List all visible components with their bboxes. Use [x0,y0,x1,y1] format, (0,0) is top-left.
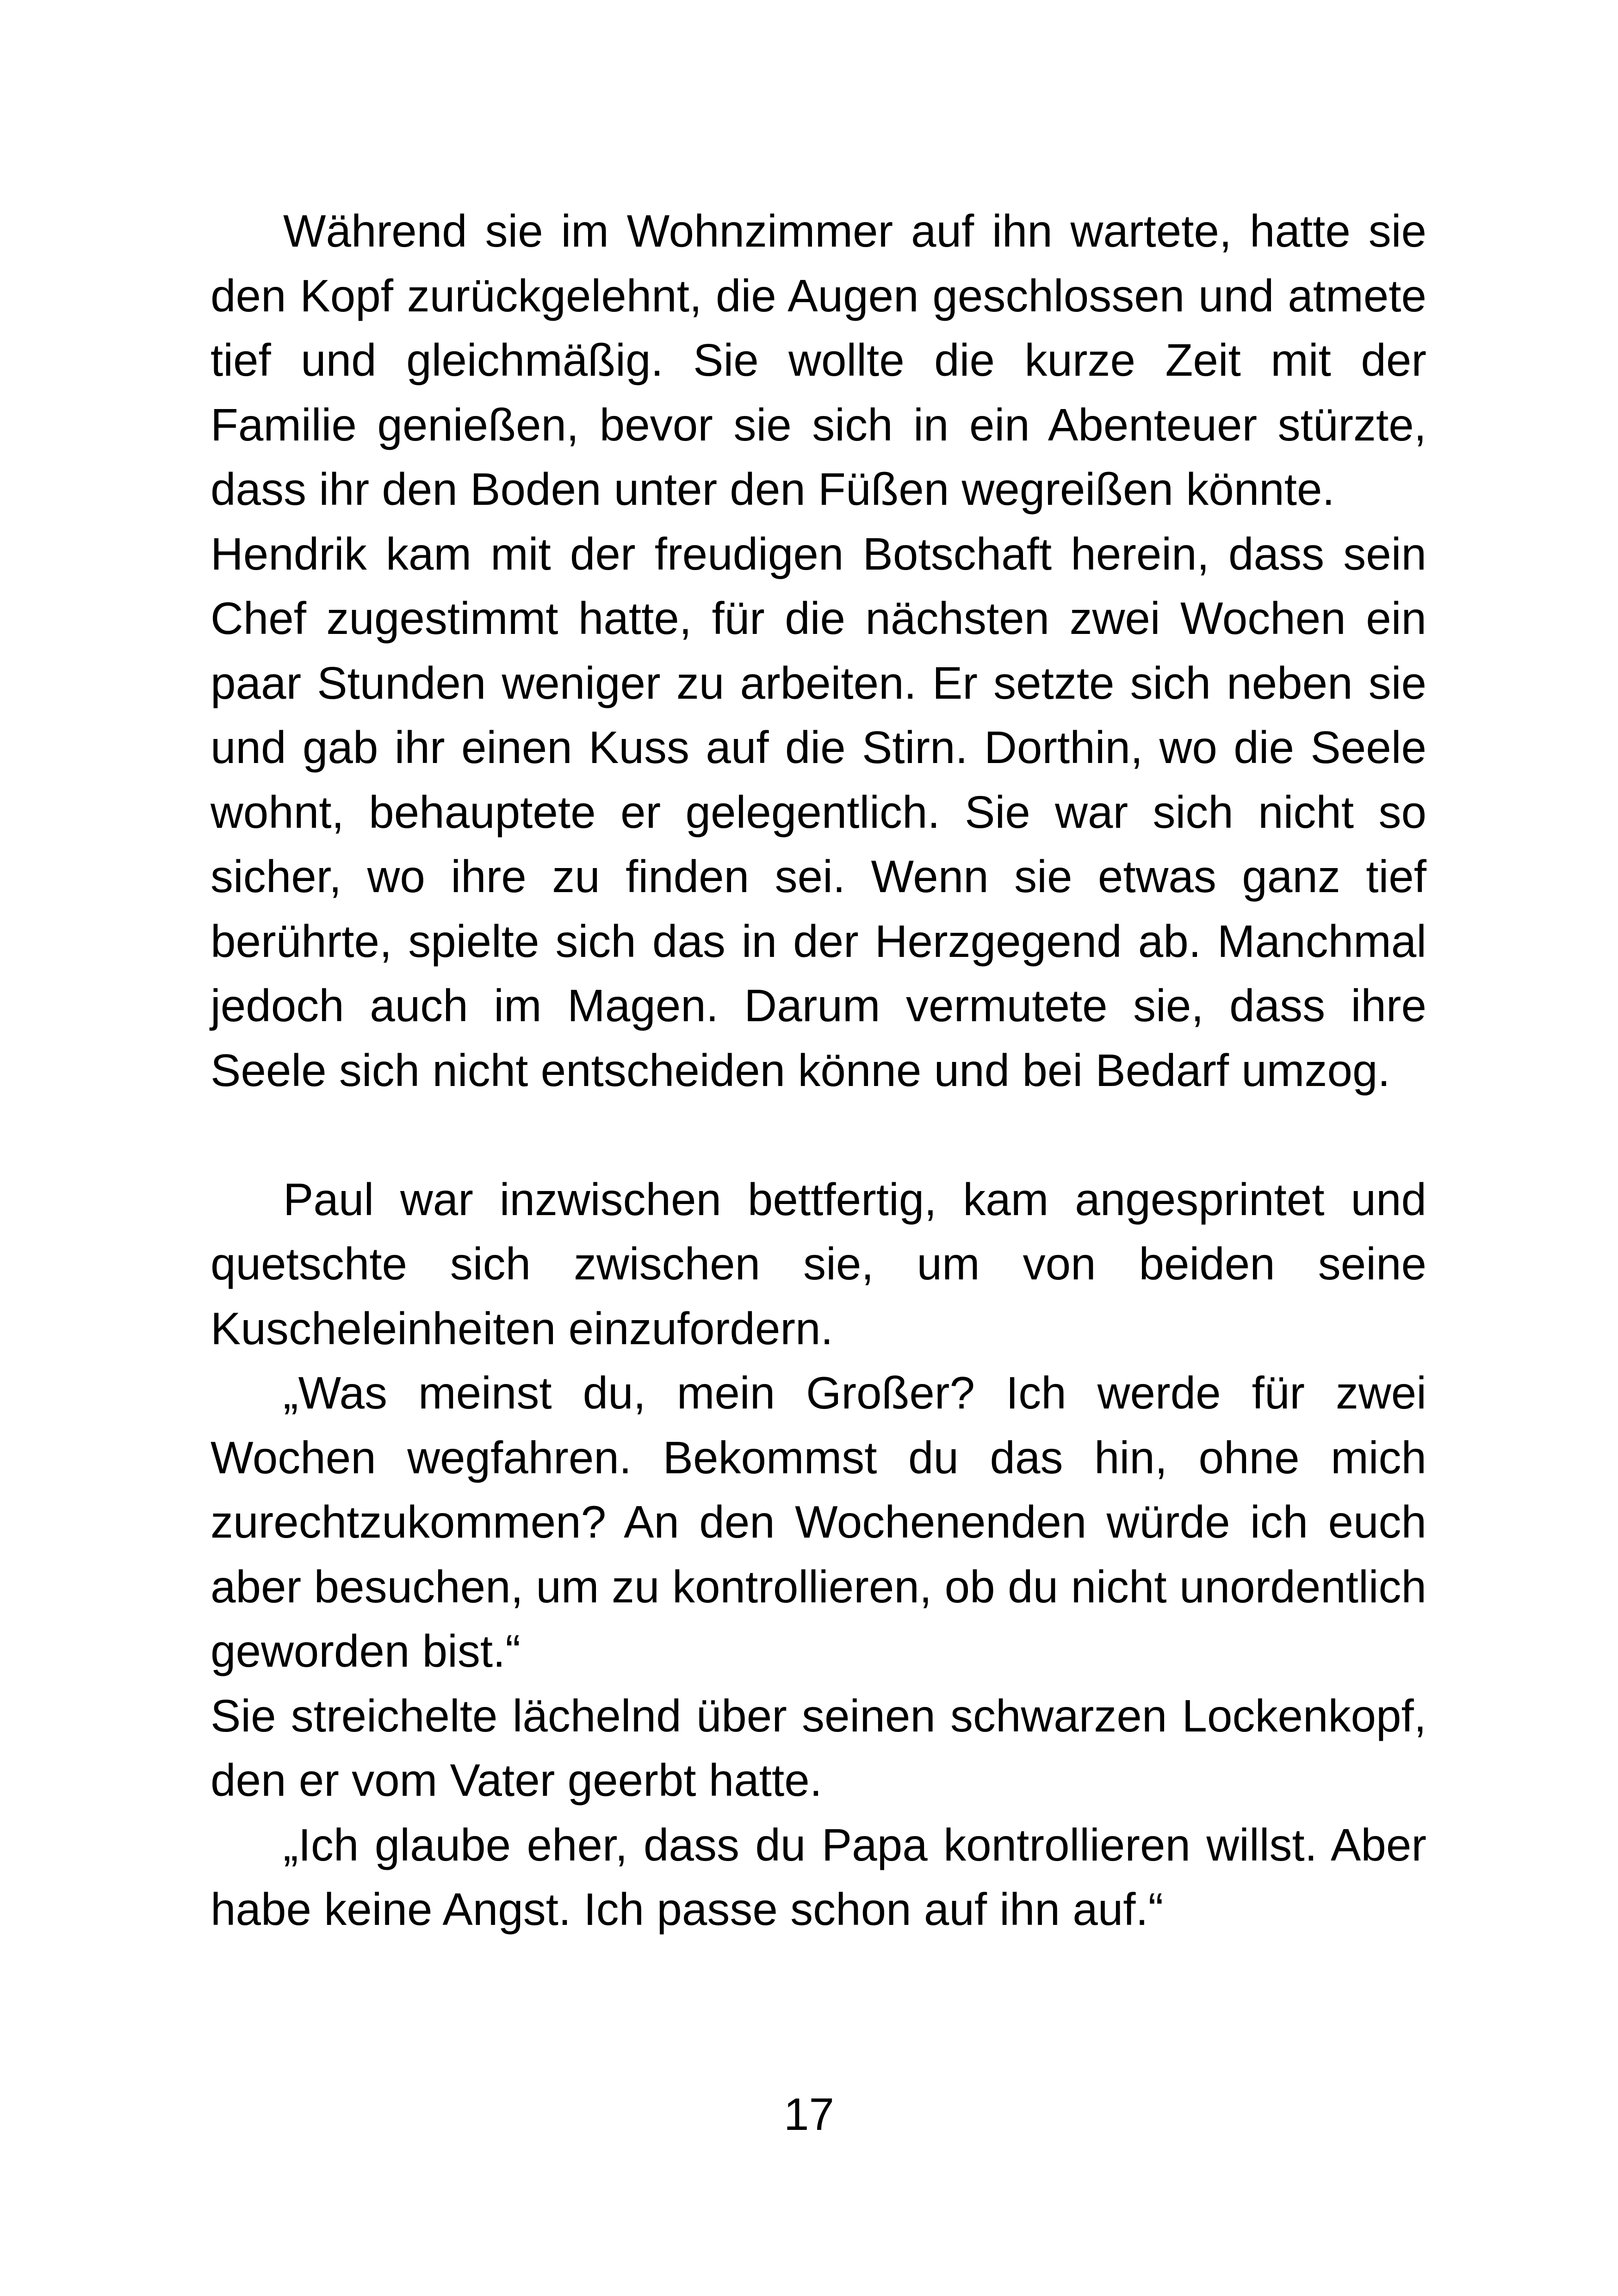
paragraph: „Was meinst du, mein Großer? Ich werde für zwei Wochen wegfahren. Bekommst du das hin, ohne mich zurechtzukommen? An den Wochenenden würde ich euch aber besuchen, um zu kontrollieren, ob du nicht unordentlich geworden bist.“ [211,1367,1426,1676]
body-text [211,199,1426,1942]
paragraph: Hendrik kam mit der freudigen Botschaft herein, dass sein Chef zugestimmt hatte, für die nächsten zwei Wochen ein paar Stunden weniger zu arbeiten. Er setzte sich neben sie und gab ihr einen Kuss auf die Stirn. Dorthin, wo die Seele wohnt, behauptete er gelegentlich. Sie war sich nicht so sicher, wo ihre zu finden sei. Wenn sie etwas ganz tief berührte, spielte sich das in der Herzgegend ab. Manchmal jedoch auch im Magen. Darum vermutete sie, dass ihre Seele sich nicht entscheiden könne und bei Bedarf umzog. [211,528,1426,1096]
paragraph: „Ich glaube eher, dass du Papa kontrollieren willst. Aber habe keine Angst. Ich passe schon auf ihn auf.“ [211,1819,1426,1935]
page-number: 17 [783,2089,834,2140]
paragraph: Paul war inzwischen bettfertig, kam angesprintet und quetschte sich zwischen sie, um von beiden seine Kuscheleinheiten einzufordern. [211,1173,1426,1354]
paragraph: Sie streichelte lächelnd über seinen schwarzen Lockenkopf, den er vom Vater geerbt hatte. [211,1690,1426,1806]
paragraph-spacer [211,1103,1426,1167]
paragraph: Während sie im Wohnzimmer auf ihn wartete, hatte sie den Kopf zurückgelehnt, die Augen geschlossen und atmete tief und gleichmäßig. Sie wollte die kurze Zeit mit der Familie genießen, bevor sie sich in ein Abenteuer stürzte, dass ihr den Boden unter den Füßen wegreißen könnte. [211,205,1426,515]
